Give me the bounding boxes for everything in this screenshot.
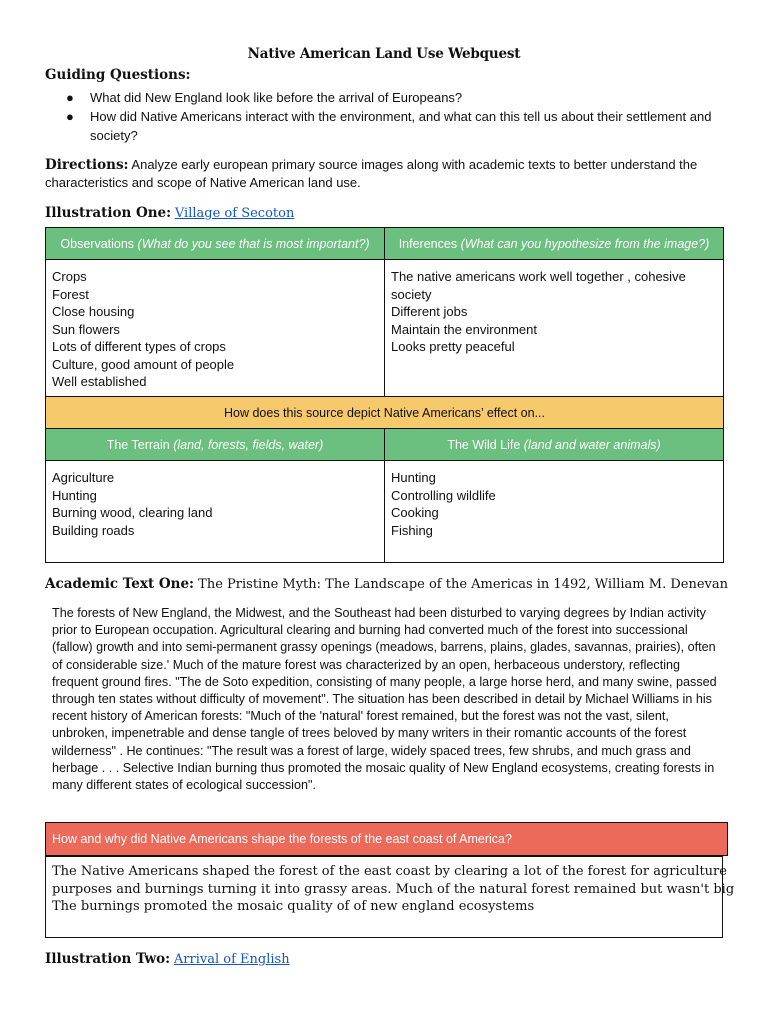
guiding-questions-list: [66, 88, 726, 145]
observations-header-label: Observations: [60, 236, 135, 251]
academic-text-one-heading: [45, 576, 745, 592]
observation-item: Sun flowers: [52, 321, 120, 337]
inferences-cell[interactable]: [385, 260, 724, 397]
observations-header: [46, 228, 385, 260]
effect-question-header: How does this source depict Native Americans’ effect on...: [46, 397, 724, 429]
directions-text: Analyze early european primary source images along with academic texts to better understand the characteristics and scope of Native American land use.: [45, 157, 698, 190]
question-text: What did New England look like before the arrival of Europeans?: [90, 90, 463, 105]
observation-item: Close housing: [52, 304, 135, 319]
inferences-header-label: Inferences: [398, 236, 458, 251]
academic-text-one-source: The Pristine Myth: The Landscape of the Americas in 1492, William M. Denevan: [194, 577, 728, 592]
arrival-of-english-link[interactable]: Arrival of English: [173, 952, 290, 967]
illustration-one-table: [45, 227, 724, 563]
terrain-item: Hunting: [52, 487, 97, 503]
observation-item: Well established: [52, 374, 147, 389]
illustration-two-heading: [45, 951, 290, 967]
inference-item: Looks pretty peaceful: [391, 339, 515, 354]
academic-passage: The forests of New England, the Midwest, and the Southeast had been disturbed to varying degrees by Indian activity prior to European occupation. Agricultural clearing and burning had converted much of the forest into successional (fallow) growth and into semi-permanent grassy openings (meadows, barrens, plains, glades, savannas, prairies), often of considerable size.' Much of the mature forest was characterized by an open, herbaceous understory, reflecting frequent ground fires. "The de Soto expedition, consisting of many people, a large horse herd, and many swine, passed through ten states without difficulty of movement". The situation has been described in detail by Michael Williams in his recent history of American forests: "Much of the 'natural' forest remained, but the forest was not the vast, silent, unbroken, impenetrable and dense tangle of trees beloved by many writers in their romantic accounts of the forest wilderness" . He continues: "The result was a forest of large, widely spaced trees, few shrubs, and much grass and herbage . . . Selective Indian burning thus promoted the mosaic quality of New England ecosystems, creating forests in many different states of ecological succession".: [52, 606, 717, 793]
observations-header-hint: (What do you see that is most important?): [137, 236, 370, 251]
observations-cell[interactable]: [46, 260, 385, 397]
observation-item: Forest: [52, 286, 89, 302]
illustration-one-heading: [45, 205, 294, 221]
answer-line: The burnings promoted the mosaic quality of of new england ecosystems: [52, 899, 535, 914]
inference-item: Maintain the environment: [391, 321, 537, 337]
inferences-header-hint: (What can you hypothesize from the image?): [460, 236, 710, 251]
wildlife-header: [385, 429, 724, 461]
terrain-item: Burning wood, clearing land: [52, 505, 213, 520]
wildlife-item: Controlling wildlife: [391, 487, 496, 503]
answer-line: The Native Americans shaped the forest of the east coast by clearing a lot of the forest for agriculture: [52, 864, 727, 879]
village-of-secoton-link[interactable]: Village of Secoton: [174, 206, 295, 221]
wildlife-item: Cooking: [391, 505, 439, 520]
forest-answer-box[interactable]: [45, 856, 735, 938]
illustration-two-label: Illustration Two:: [45, 951, 171, 967]
wildlife-item: Fishing: [391, 522, 433, 538]
academic-text-one-label: Academic Text One:: [45, 576, 195, 592]
bullet-icon: ●: [66, 109, 74, 124]
list-item: [66, 107, 726, 145]
observation-item: Crops: [52, 269, 87, 284]
inferences-header: [385, 228, 724, 260]
directions-label: Directions:: [45, 157, 129, 173]
terrain-item: Agriculture: [52, 470, 115, 485]
terrain-header: [46, 429, 385, 461]
wildlife-header-label: The Wild Life: [447, 437, 521, 452]
wildlife-cell[interactable]: [385, 461, 724, 563]
illustration-one-label: Illustration One:: [45, 205, 172, 221]
page-title: Native American Land Use Webquest: [247, 46, 521, 62]
inference-item: society: [391, 286, 432, 302]
forest-question-header: How and why did Native Americans shape the forests of the east coast of America?: [45, 822, 728, 856]
terrain-cell[interactable]: [46, 461, 385, 563]
inference-item: The native americans work well together , cohesive: [391, 269, 686, 284]
question-text: How did Native Americans interact with the environment, and what can this tell us about their settlement and society?: [90, 109, 712, 143]
wildlife-item: Hunting: [391, 470, 436, 485]
observation-item: Culture, good amount of people: [52, 356, 235, 372]
wildlife-header-hint: (land and water animals): [523, 437, 661, 452]
answer-line: purposes and burnings turning it into grassy areas. Much of the natural forest remained but wasn't big: [52, 881, 735, 897]
terrain-item: Building roads: [52, 522, 135, 538]
terrain-header-label: The Terrain: [106, 437, 170, 452]
bullet-icon: ●: [66, 90, 74, 105]
list-item: [66, 88, 726, 107]
directions: [45, 156, 735, 192]
terrain-header-hint: (land, forests, fields, water): [173, 437, 324, 452]
observation-item: Lots of different types of crops: [52, 339, 226, 354]
inference-item: Different jobs: [391, 304, 468, 319]
guiding-questions-heading: Guiding Questions:: [45, 67, 191, 83]
